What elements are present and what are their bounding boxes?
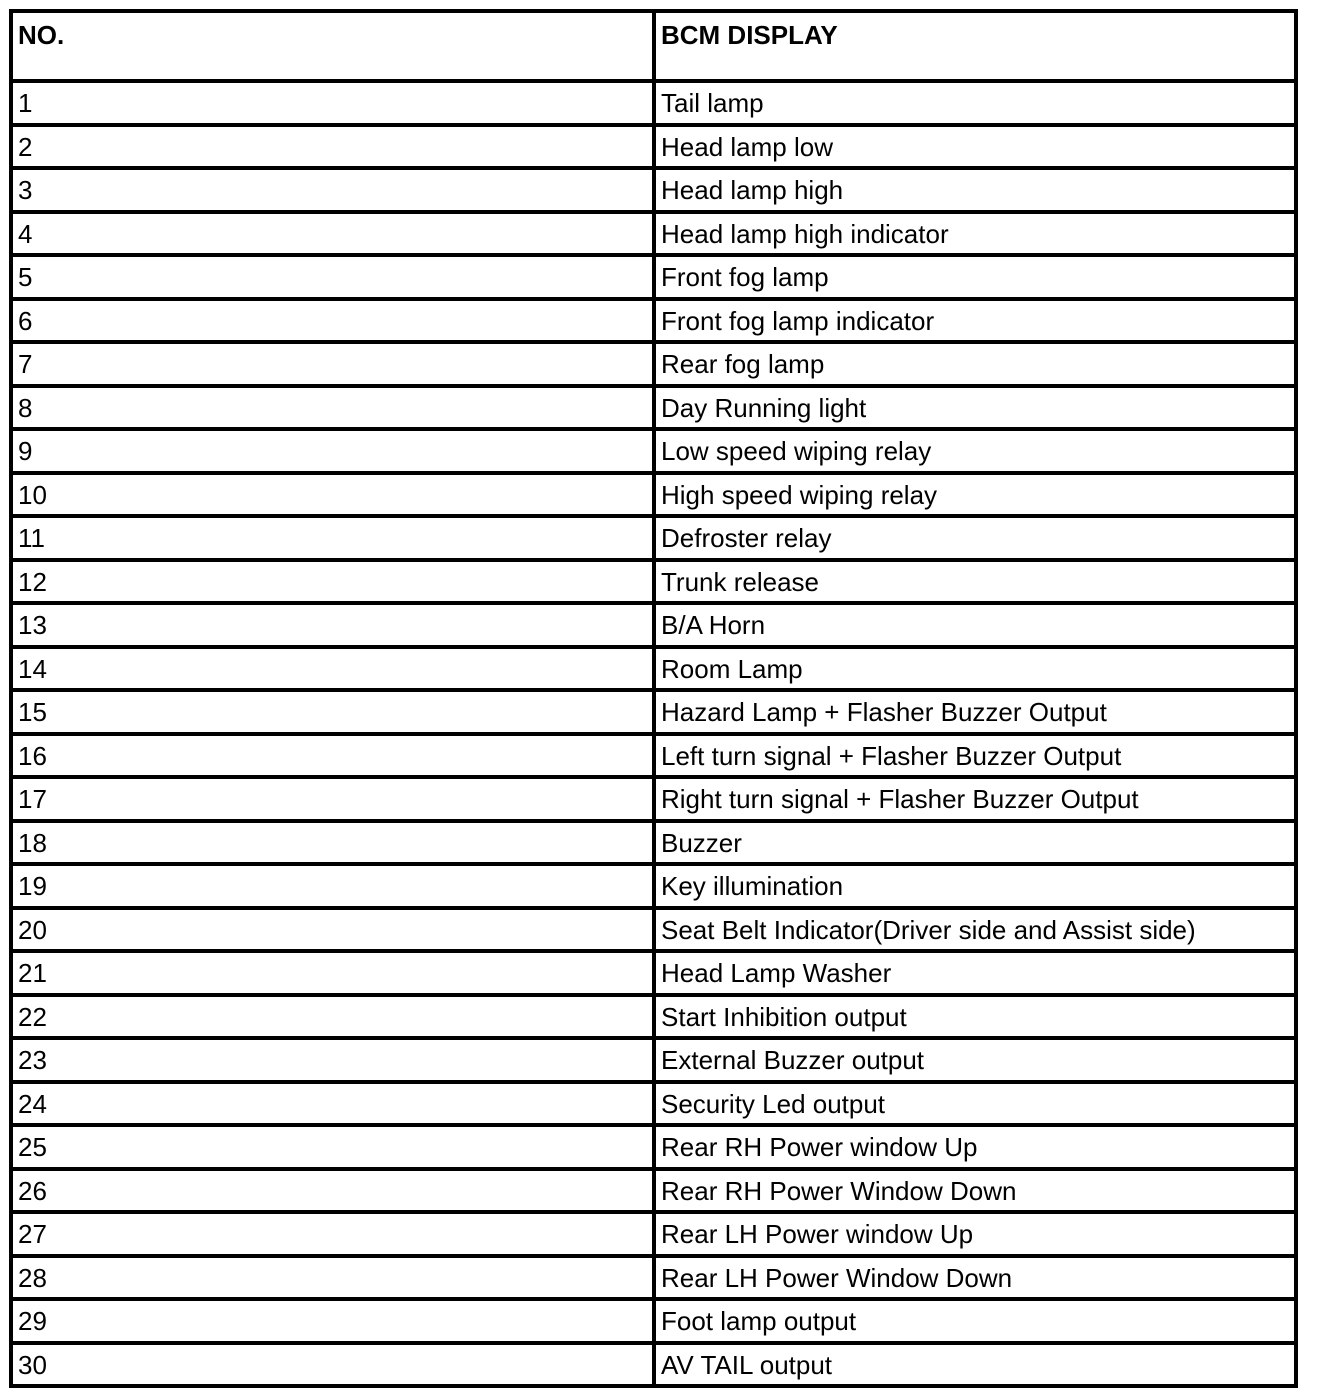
table-row <box>11 1082 1296 1126</box>
row-number-cell: 8 <box>11 386 654 430</box>
row-number-cell: 19 <box>11 864 654 908</box>
row-number-cell: 14 <box>11 647 654 691</box>
row-bcm-display-cell: Buzzer <box>654 821 1296 865</box>
table-row <box>11 516 1296 560</box>
table-row <box>11 473 1296 517</box>
row-bcm-display-cell: Tail lamp <box>654 81 1296 125</box>
row-number-cell: 3 <box>11 168 654 212</box>
table-body <box>11 11 1296 1386</box>
row-bcm-display-cell: Left turn signal + Flasher Buzzer Output <box>654 734 1296 778</box>
row-number-cell: 2 <box>11 125 654 169</box>
row-bcm-display-cell: Foot lamp output <box>654 1299 1296 1343</box>
row-bcm-display-cell: Head lamp low <box>654 125 1296 169</box>
row-number-cell: 23 <box>11 1038 654 1082</box>
row-number-cell: 25 <box>11 1125 654 1169</box>
row-bcm-display-cell: B/A Horn <box>654 603 1296 647</box>
row-bcm-display-cell: Rear fog lamp <box>654 342 1296 386</box>
header-bcm-display: BCM DISPLAY <box>654 11 1296 81</box>
table-row <box>11 1256 1296 1300</box>
row-bcm-display-cell: Seat Belt Indicator(Driver side and Assist side) <box>654 908 1296 952</box>
row-bcm-display-cell: Security Led output <box>654 1082 1296 1126</box>
row-number-cell: 18 <box>11 821 654 865</box>
row-number-cell: 27 <box>11 1212 654 1256</box>
row-bcm-display-cell: Trunk release <box>654 560 1296 604</box>
table-row <box>11 821 1296 865</box>
row-number-cell: 28 <box>11 1256 654 1300</box>
table-row <box>11 1299 1296 1343</box>
row-bcm-display-cell: High speed wiping relay <box>654 473 1296 517</box>
row-bcm-display-cell: Head lamp high indicator <box>654 212 1296 256</box>
row-number-cell: 30 <box>11 1343 654 1387</box>
row-number-cell: 12 <box>11 560 654 604</box>
table-row <box>11 1169 1296 1213</box>
row-number-cell: 13 <box>11 603 654 647</box>
row-bcm-display-cell: Low speed wiping relay <box>654 429 1296 473</box>
table-row <box>11 777 1296 821</box>
row-bcm-display-cell: Right turn signal + Flasher Buzzer Output <box>654 777 1296 821</box>
row-number-cell: 1 <box>11 81 654 125</box>
bcm-output-table <box>9 9 1298 1388</box>
table-row <box>11 995 1296 1039</box>
table-row <box>11 864 1296 908</box>
header-no: NO. <box>11 11 654 81</box>
table-row <box>11 299 1296 343</box>
row-bcm-display-cell: Key illumination <box>654 864 1296 908</box>
table-row <box>11 1343 1296 1387</box>
table-row <box>11 603 1296 647</box>
row-number-cell: 10 <box>11 473 654 517</box>
row-number-cell: 24 <box>11 1082 654 1126</box>
row-number-cell: 7 <box>11 342 654 386</box>
table-row <box>11 647 1296 691</box>
table-row <box>11 212 1296 256</box>
row-bcm-display-cell: Front fog lamp indicator <box>654 299 1296 343</box>
row-bcm-display-cell: Hazard Lamp + Flasher Buzzer Output <box>654 690 1296 734</box>
table-row <box>11 342 1296 386</box>
row-number-cell: 21 <box>11 951 654 995</box>
row-bcm-display-cell: Rear RH Power window Up <box>654 1125 1296 1169</box>
row-number-cell: 15 <box>11 690 654 734</box>
row-number-cell: 20 <box>11 908 654 952</box>
row-number-cell: 9 <box>11 429 654 473</box>
table-row <box>11 168 1296 212</box>
row-number-cell: 16 <box>11 734 654 778</box>
row-number-cell: 4 <box>11 212 654 256</box>
table-row <box>11 1038 1296 1082</box>
table-row <box>11 81 1296 125</box>
row-bcm-display-cell: Start Inhibition output <box>654 995 1296 1039</box>
table-row <box>11 386 1296 430</box>
row-bcm-display-cell: Defroster relay <box>654 516 1296 560</box>
row-bcm-display-cell: Room Lamp <box>654 647 1296 691</box>
table-row <box>11 690 1296 734</box>
table-row <box>11 429 1296 473</box>
row-number-cell: 11 <box>11 516 654 560</box>
row-bcm-display-cell: Head Lamp Washer <box>654 951 1296 995</box>
table-row <box>11 125 1296 169</box>
row-bcm-display-cell: Rear LH Power Window Down <box>654 1256 1296 1300</box>
table-row <box>11 560 1296 604</box>
row-bcm-display-cell: Rear LH Power window Up <box>654 1212 1296 1256</box>
row-bcm-display-cell: Front fog lamp <box>654 255 1296 299</box>
table-row <box>11 255 1296 299</box>
table-row <box>11 908 1296 952</box>
row-bcm-display-cell: AV TAIL output <box>654 1343 1296 1387</box>
row-number-cell: 26 <box>11 1169 654 1213</box>
row-bcm-display-cell: Rear RH Power Window Down <box>654 1169 1296 1213</box>
table-row <box>11 734 1296 778</box>
table-header-row <box>11 11 1296 81</box>
row-bcm-display-cell: Head lamp high <box>654 168 1296 212</box>
table-row <box>11 951 1296 995</box>
row-number-cell: 17 <box>11 777 654 821</box>
row-number-cell: 29 <box>11 1299 654 1343</box>
row-bcm-display-cell: External Buzzer output <box>654 1038 1296 1082</box>
table-row <box>11 1125 1296 1169</box>
row-number-cell: 5 <box>11 255 654 299</box>
row-number-cell: 6 <box>11 299 654 343</box>
table-row <box>11 1212 1296 1256</box>
row-number-cell: 22 <box>11 995 654 1039</box>
row-bcm-display-cell: Day Running light <box>654 386 1296 430</box>
